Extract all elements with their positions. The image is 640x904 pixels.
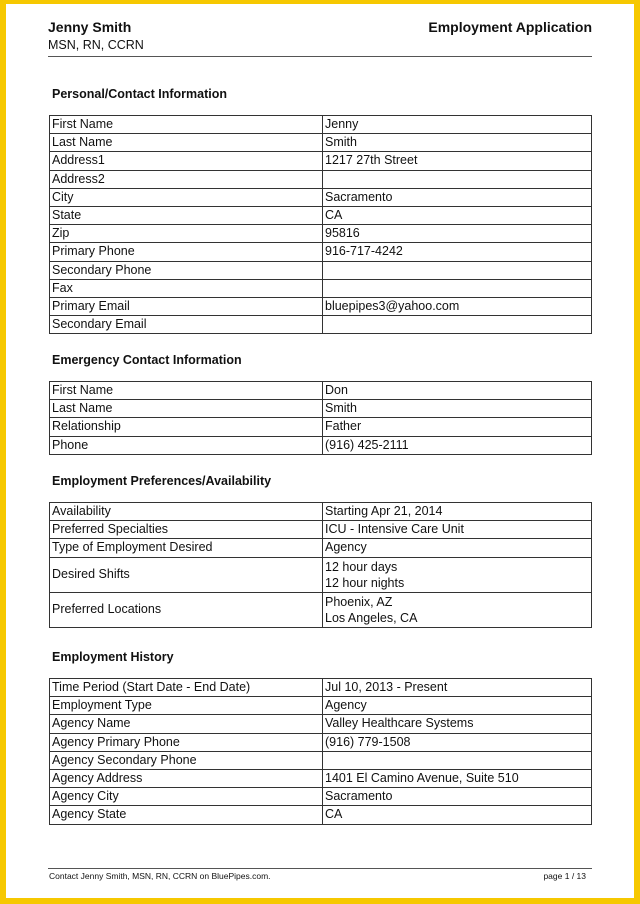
row-value [323, 279, 592, 297]
row-label: First Name [50, 116, 323, 134]
section-title-preferences: Employment Preferences/Availability [52, 474, 272, 488]
row-label: Agency Name [50, 715, 323, 733]
table-row [50, 592, 592, 627]
row-label: Relationship [50, 418, 323, 436]
row-label: Secondary Email [50, 316, 323, 334]
row-value: (916) 425-2111 [323, 436, 592, 454]
row-value [323, 751, 592, 769]
employment-history-table [49, 678, 592, 825]
shift-value: 12 hour nights [325, 575, 405, 590]
table-row [50, 279, 592, 297]
table-row [50, 679, 592, 697]
row-label: Primary Phone [50, 243, 323, 261]
row-label: Zip [50, 225, 323, 243]
table-row [50, 297, 592, 315]
applicant-credentials: MSN, RN, CCRN [48, 38, 144, 52]
row-label: City [50, 188, 323, 206]
section-title-emergency: Emergency Contact Information [52, 353, 242, 367]
table-row [50, 316, 592, 334]
row-label: Address1 [50, 152, 323, 170]
row-label: Primary Email [50, 297, 323, 315]
document-page [6, 4, 634, 898]
table-row [50, 751, 592, 769]
row-value: CA [323, 806, 592, 824]
table-row [50, 225, 592, 243]
footer-contact-text: Contact Jenny Smith, MSN, RN, CCRN on BluePipes.com. [49, 871, 271, 881]
row-value: Starting Apr 21, 2014 [323, 503, 592, 521]
row-value: 916-717-4242 [323, 243, 592, 261]
row-label: Secondary Phone [50, 261, 323, 279]
row-label: Agency Secondary Phone [50, 751, 323, 769]
row-value: Sacramento [323, 788, 592, 806]
table-row [50, 715, 592, 733]
table-row [50, 152, 592, 170]
table-row [50, 116, 592, 134]
row-value: ICU - Intensive Care Unit [323, 521, 592, 539]
row-label: Agency Address [50, 769, 323, 787]
table-row [50, 206, 592, 224]
row-label: Last Name [50, 400, 323, 418]
location-value: Los Angeles, CA [325, 610, 418, 625]
row-value: 95816 [323, 225, 592, 243]
table-row [50, 697, 592, 715]
row-label: Availability [50, 503, 323, 521]
table-row [50, 134, 592, 152]
section-title-personal: Personal/Contact Information [52, 87, 228, 101]
footer-divider [48, 868, 592, 869]
row-value: 1217 27th Street [323, 152, 592, 170]
document-title: Employment Application [428, 19, 592, 35]
shift-value: 12 hour days [325, 559, 398, 574]
row-label: State [50, 206, 323, 224]
preferences-table [49, 502, 592, 628]
table-row [50, 788, 592, 806]
row-label: Time Period (Start Date - End Date) [50, 679, 323, 697]
row-label: Fax [50, 279, 323, 297]
row-label: Employment Type [50, 697, 323, 715]
location-value: Phoenix, AZ [325, 594, 393, 609]
table-row [50, 170, 592, 188]
row-label: Preferred Specialties [50, 521, 323, 539]
row-value: Smith [323, 400, 592, 418]
row-label: Type of Employment Desired [50, 539, 323, 557]
row-value: Agency [323, 539, 592, 557]
row-value: CA [323, 206, 592, 224]
page-number: page 1 / 13 [543, 871, 586, 881]
row-value [323, 316, 592, 334]
emergency-contact-table [49, 381, 592, 455]
row-value: Smith [323, 134, 592, 152]
row-label: Agency Primary Phone [50, 733, 323, 751]
table-row [50, 436, 592, 454]
table-row [50, 243, 592, 261]
row-value: 1401 El Camino Avenue, Suite 510 [323, 769, 592, 787]
row-label: Address2 [50, 170, 323, 188]
row-value: Jenny [323, 116, 592, 134]
table-row [50, 261, 592, 279]
table-row [50, 188, 592, 206]
table-row [50, 557, 592, 592]
row-label: Preferred Locations [50, 592, 323, 627]
row-label: Agency State [50, 806, 323, 824]
document-header [48, 18, 592, 57]
table-row [50, 521, 592, 539]
row-label: First Name [50, 382, 323, 400]
row-label: Desired Shifts [50, 557, 323, 592]
section-title-history: Employment History [52, 650, 174, 664]
table-row [50, 382, 592, 400]
row-value [323, 170, 592, 188]
row-value [323, 261, 592, 279]
table-row [50, 769, 592, 787]
applicant-name: Jenny Smith [48, 19, 132, 35]
table-row [50, 733, 592, 751]
personal-info-table [49, 115, 592, 334]
row-value: Agency [323, 697, 592, 715]
row-value: Don [323, 382, 592, 400]
row-value: Father [323, 418, 592, 436]
row-value: Valley Healthcare Systems [323, 715, 592, 733]
row-value: bluepipes3@yahoo.com [323, 297, 592, 315]
row-value [323, 592, 592, 627]
row-value: (916) 779-1508 [323, 733, 592, 751]
row-label: Agency City [50, 788, 323, 806]
row-value [323, 557, 592, 592]
row-value: Jul 10, 2013 - Present [323, 679, 592, 697]
table-row [50, 539, 592, 557]
table-row [50, 418, 592, 436]
table-row [50, 400, 592, 418]
table-row [50, 503, 592, 521]
table-row [50, 806, 592, 824]
row-label: Phone [50, 436, 323, 454]
row-label: Last Name [50, 134, 323, 152]
row-value: Sacramento [323, 188, 592, 206]
